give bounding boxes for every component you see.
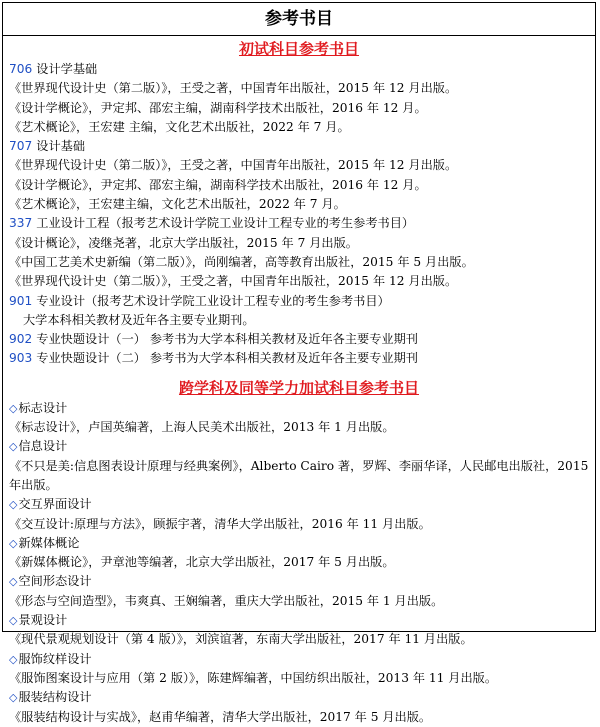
diamond-icon: ◇ [9, 498, 18, 512]
reference-line [3, 176, 595, 195]
section1-heading: 初试科目参考书目 [238, 40, 359, 58]
reference-line [3, 330, 595, 349]
reference-text: 《设计学概论》，尹定邦、邵宏主编，湖南科学技术出版社，2016 年 12 月。 [9, 177, 427, 192]
section2-list [3, 399, 595, 727]
reference-text: 专业快题设计（一） 参考书为大学本科相关教材及近年各主要专业期刊 [36, 332, 418, 347]
reference-line [3, 311, 595, 330]
subject-name: 空间形态设计 [18, 574, 92, 589]
reference-text: 《交互设计:原理与方法》，顾振宇著，清华大学出版社，2016 年 11 月出版。 [9, 516, 431, 531]
reference-text: 《艺术概论》，王宏建主编，文化艺术出版社，2022 年 7 月。 [9, 197, 346, 212]
reference-line [3, 611, 595, 630]
reference-text: 专业快题设计（二） 参考书为大学本科相关教材及近年各主要专业期刊 [36, 351, 418, 366]
subject-code: 337 [9, 216, 33, 231]
subject-name: 交互界面设计 [18, 497, 92, 512]
subject-code: 902 [9, 332, 33, 347]
section1-list [3, 60, 595, 369]
reference-line [3, 553, 595, 572]
subject-code: 903 [9, 351, 33, 366]
reference-text: 《标志设计》，卢国英编著，上海人民美术出版社，2013 年 1 月出版。 [9, 420, 395, 435]
reference-text: 《新媒体概论》，尹章池等编著，北京大学出版社，2017 年 5 月出版。 [9, 555, 395, 570]
reference-line [3, 118, 595, 137]
reference-text: 《不只是美:信息图表设计原理与经典案例》，Alberto Cairo 著，罗辉、李丽华译，人民邮电出版社，2015 年出版。 [9, 458, 589, 492]
reference-text: 《设计概论》，凌继尧著，北京大学出版社，2015 年 7 月出版。 [9, 235, 358, 250]
reference-text: 《设计学概论》，尹定邦、邵宏主编，湖南科学技术出版社，2016 年 12 月。 [9, 100, 427, 115]
reference-line [3, 137, 595, 156]
reference-line [3, 457, 595, 496]
reference-text: 设计基础 [36, 139, 86, 154]
reference-line [3, 214, 595, 233]
reference-line [3, 272, 595, 291]
reference-line [3, 669, 595, 688]
reference-line [3, 195, 595, 214]
subject-code: 706 [9, 62, 33, 76]
diamond-icon: ◇ [9, 536, 18, 550]
page-title: 参考书目 [3, 3, 595, 36]
reference-line [3, 592, 595, 611]
subject-name: 信息设计 [18, 439, 68, 454]
reference-books-table [2, 2, 596, 724]
reference-line [3, 349, 595, 368]
reference-text: 《世界现代设计史（第二版）》，王受之著，中国青年出版社，2015 年 12 月出版。 [9, 81, 458, 96]
reference-line [3, 60, 595, 79]
reference-line [3, 418, 595, 437]
subject-name: 服饰纹样设计 [18, 651, 92, 666]
subject-name: 新媒体概论 [18, 535, 80, 550]
reference-line [3, 534, 595, 553]
reference-line [3, 437, 595, 456]
diamond-icon: ◇ [9, 691, 18, 705]
reference-text: 《形态与空间造型》，韦爽真、王娴编著，重庆大学出版社，2015 年 1 月出版。 [9, 593, 444, 608]
reference-text: 设计学基础 [36, 62, 98, 76]
subject-name: 服装结构设计 [18, 690, 92, 705]
reference-line [3, 708, 595, 727]
reference-text: 《世界现代设计史（第二版）》，王受之著，中国青年出版社，2015 年 12 月出版。 [9, 158, 458, 173]
reference-line [3, 515, 595, 534]
reference-line [3, 253, 595, 272]
reference-line [3, 495, 595, 514]
diamond-icon: ◇ [9, 440, 18, 454]
diamond-icon: ◇ [9, 575, 18, 589]
reference-line [3, 292, 595, 311]
subject-name: 标志设计 [18, 400, 68, 415]
section2-heading: 跨学科及同等学力加试科目参考书目 [178, 378, 419, 397]
reference-text: 《中国工艺美术史新编（第二版）》，尚刚编著，高等教育出版社，2015 年 5 月出版。 [9, 254, 474, 269]
subject-code: 901 [9, 293, 33, 308]
reference-line [3, 234, 595, 253]
diamond-icon: ◇ [9, 614, 18, 628]
reference-line [3, 630, 595, 649]
reference-text: 工业设计工程（报考艺术设计学院工业设计工程专业的考生参考书目） [36, 216, 415, 231]
reference-text: 《服装结构设计与实战》，赵甫华编著，清华大学出版社，2017 年 5 月出版。 [9, 709, 432, 724]
reference-text: 《艺术概论》，王宏建 主编，文化艺术出版社，2022 年 7 月。 [9, 119, 350, 134]
diamond-icon: ◇ [9, 652, 18, 666]
diamond-icon: ◇ [9, 401, 18, 415]
reference-text: 《现代景观规划设计（第 4 版）》，刘滨谊著，东南大学出版社，2017 年 11 月出版。 [9, 632, 473, 647]
reference-text: 专业设计（报考艺术设计学院工业设计工程专业的考生参考书目） [36, 293, 390, 308]
subject-code: 707 [9, 139, 33, 154]
reference-text: 《服饰图案设计与应用（第 2 版）》，陈建辉编著，中国纺织出版社，2013 年 11 月出版。 [9, 670, 498, 685]
reference-line [3, 156, 595, 175]
reference-line [3, 572, 595, 591]
reference-line [3, 399, 595, 418]
reference-line [3, 99, 595, 118]
subject-name: 景观设计 [18, 613, 68, 628]
reference-line [3, 79, 595, 98]
reference-line [3, 688, 595, 707]
reference-text: 大学本科相关教材及近年各主要专业期刊。 [23, 312, 255, 327]
reference-line [3, 650, 595, 669]
reference-text: 《世界现代设计史（第二版）》，王受之著，中国青年出版社，2015 年 12 月出版。 [9, 274, 458, 289]
